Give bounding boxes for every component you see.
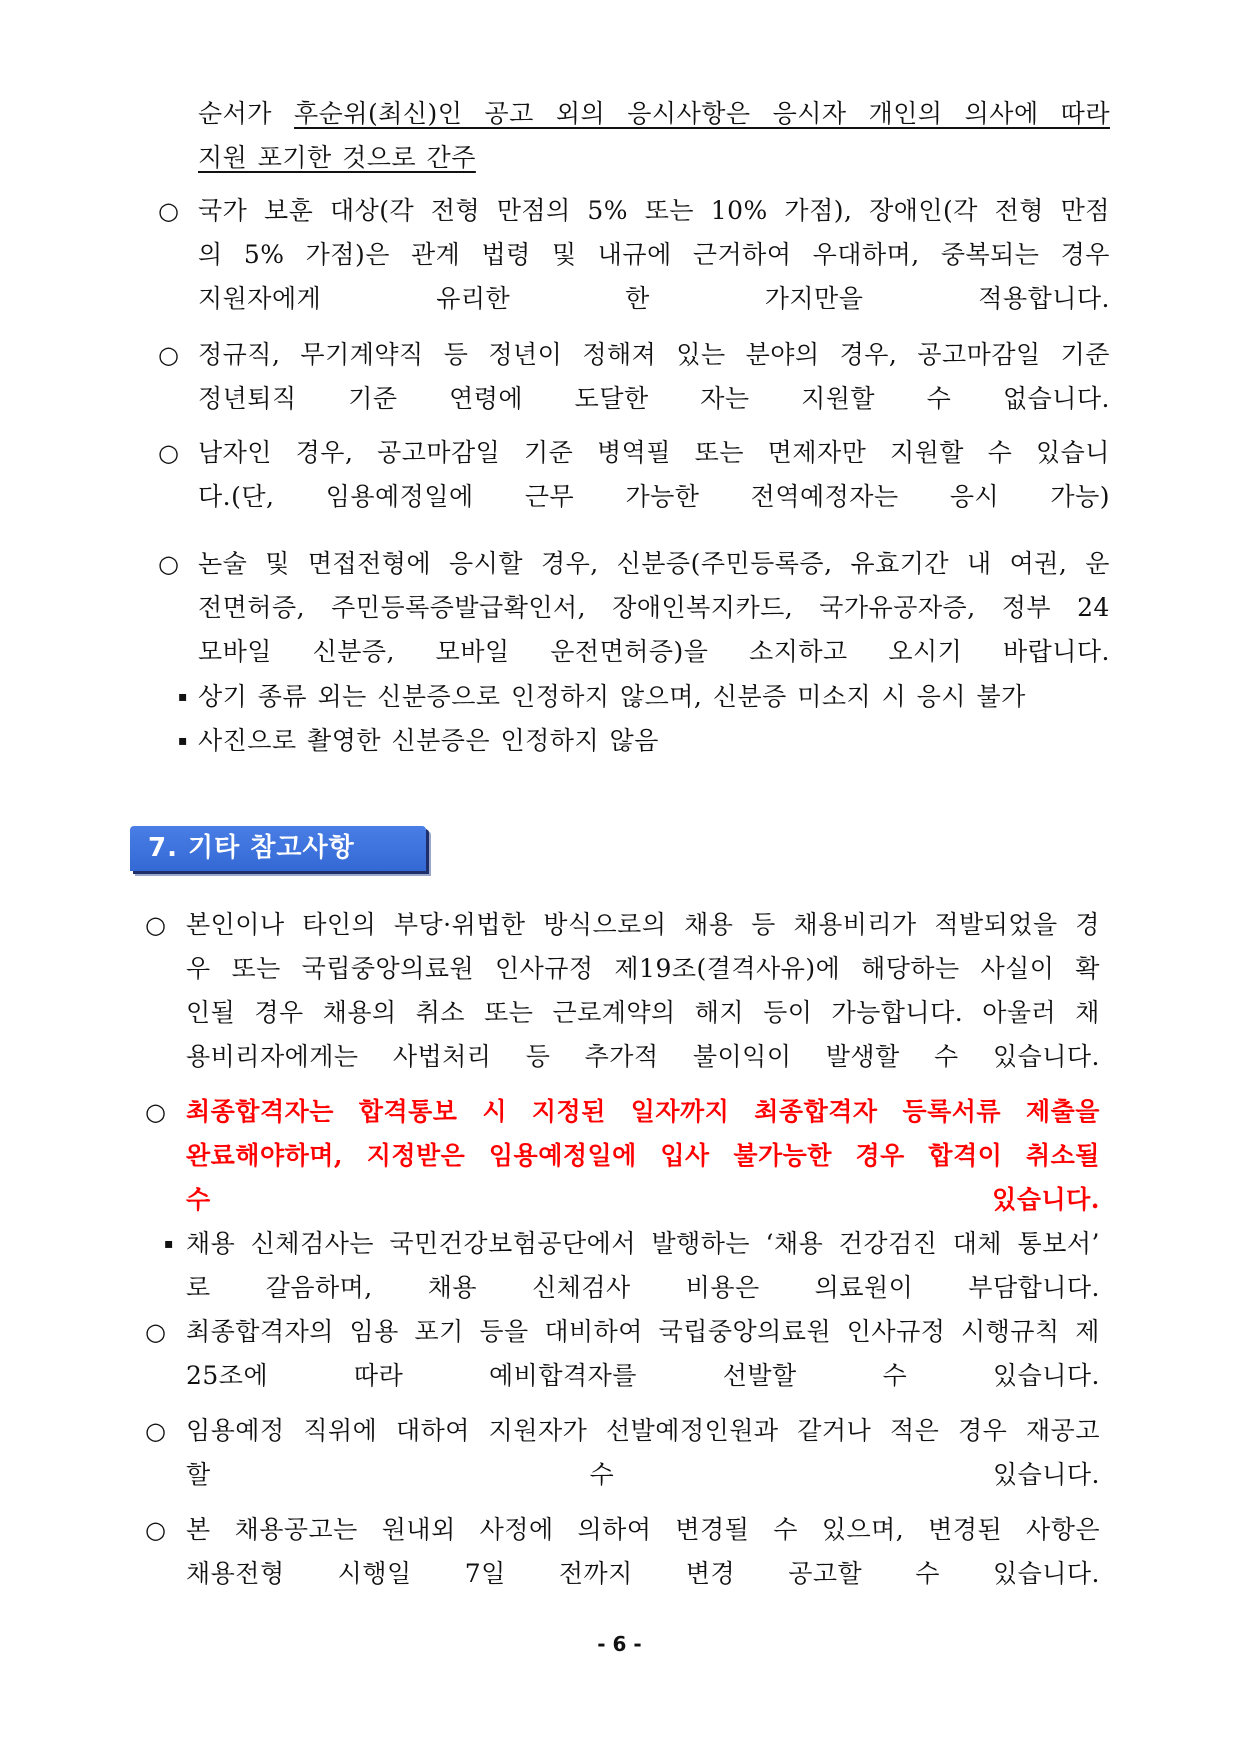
list-item-reserve-candidates bbox=[186, 1310, 1100, 1398]
list-item-line: 수 있습니다. bbox=[186, 1185, 1100, 1214]
list-item-line: 본인이나 타인의 부당·위법한 방식으로의 채용 등 채용비리가 적발되었을 경 bbox=[186, 910, 1100, 939]
circle-bullet-icon: ○ bbox=[158, 197, 179, 225]
list-item-line: 논술 및 면접전형에 응시할 경우, 신분증(주민등록증, 유효기간 내 여권, 운 bbox=[198, 549, 1110, 578]
intro-paragraph bbox=[198, 92, 1110, 136]
list-item-line: 국가 보훈 대상(각 전형 만점의 5% 또는 10% 가점), 장애인(각 전형 만점 bbox=[198, 196, 1110, 225]
list-item-line: 임용예정 직위에 대하여 지원자가 선발예정인원과 같거나 적은 경우 재공고 bbox=[186, 1416, 1100, 1445]
list-item-line: 정년퇴직 기준 연령에 도달한 자는 지원할 수 없습니다. bbox=[198, 384, 1110, 413]
list-item-re-announcement bbox=[186, 1409, 1100, 1497]
list-item-id-card bbox=[198, 542, 1110, 674]
list-item-military bbox=[198, 431, 1110, 519]
circle-bullet-icon: ○ bbox=[158, 341, 179, 369]
list-item-line: 할 수 있습니다. bbox=[186, 1460, 1100, 1489]
section-heading-text: 7. 기타 참고사항 bbox=[148, 833, 355, 863]
circle-bullet-icon: ○ bbox=[145, 1318, 166, 1346]
circle-bullet-icon: ○ bbox=[145, 911, 166, 939]
list-item-line: 의 5% 가점)은 관계 법령 및 내규에 근거하여 우대하며, 중복되는 경우 bbox=[198, 240, 1110, 269]
list-item-line: 모바일 신분증, 모바일 운전면허증)을 소지하고 오시기 바랍니다. bbox=[198, 637, 1110, 666]
section-heading bbox=[130, 826, 426, 871]
circle-bullet-icon: ○ bbox=[158, 439, 179, 467]
list-item-line: 용비리자에게는 사법처리 등 추가적 불이익이 발생할 수 있습니다. bbox=[186, 1042, 1100, 1071]
circle-bullet-icon: ○ bbox=[145, 1516, 166, 1544]
sub-item-id-restriction: 상기 종류 외는 신분증으로 인정하지 않으며, 신분증 미소지 시 응시 불가 bbox=[198, 682, 1026, 711]
list-item-line: 최종합격자는 합격통보 시 지정된 일자까지 최종합격자 등록서류 제출을 bbox=[186, 1097, 1100, 1126]
sub-item-health-check bbox=[186, 1222, 1100, 1310]
list-item-hiring-fraud bbox=[186, 903, 1100, 1079]
list-item-line: 인될 경우 채용의 취소 또는 근로계약의 해지 등이 가능합니다. 아울러 채 bbox=[186, 998, 1100, 1027]
page-number: - 6 - bbox=[597, 1632, 642, 1656]
list-item-veterans bbox=[198, 189, 1110, 321]
list-item-line: 완료해야하며, 지정받은 임용예정일에 입사 불가능한 경우 합격이 취소될 bbox=[186, 1141, 1100, 1170]
list-item-line: 25조에 따라 예비합격자를 선발할 수 있습니다. bbox=[186, 1361, 1100, 1390]
circle-bullet-icon: ○ bbox=[145, 1417, 166, 1445]
intro-underlined-text: 후순위(최신)인 공고 외의 응시사항은 응시자 개인의 의사에 따라 bbox=[294, 99, 1110, 128]
intro-paragraph-2 bbox=[198, 136, 1110, 180]
intro-underlined-text-2: 지원 포기한 것으로 간주 bbox=[198, 143, 476, 172]
square-bullet-icon: ▪ bbox=[178, 733, 188, 749]
square-bullet-icon: ▪ bbox=[178, 689, 188, 705]
circle-bullet-icon: ○ bbox=[158, 550, 179, 578]
list-item-line: 최종합격자의 임용 포기 등을 대비하여 국립중앙의료원 인사규정 시행규칙 제 bbox=[186, 1317, 1100, 1346]
intro-line-1: 순서가 후순위(최신)인 공고 외의 응시사항은 응시자 개인의 의사에 따라 bbox=[198, 99, 1110, 128]
circle-bullet-icon: ○ bbox=[145, 1098, 166, 1126]
list-item-line: 다.(단, 임용예정일에 근무 가능한 전역예정자는 응시 가능) bbox=[198, 482, 1110, 511]
list-item-retirement bbox=[198, 333, 1110, 421]
list-item-final-pass-notice bbox=[186, 1090, 1100, 1222]
list-item-notice-change bbox=[186, 1508, 1100, 1596]
square-bullet-icon: ▪ bbox=[164, 1236, 174, 1252]
sub-item-photo-id: 사진으로 촬영한 신분증은 인정하지 않음 bbox=[198, 726, 659, 755]
list-item-line: 남자인 경우, 공고마감일 기준 병역필 또는 면제자만 지원할 수 있습니 bbox=[198, 438, 1110, 467]
list-item-line: 정규직, 무기계약직 등 정년이 정해져 있는 분야의 경우, 공고마감일 기준 bbox=[198, 340, 1110, 369]
list-item-line: 본 채용공고는 원내외 사정에 의하여 변경될 수 있으며, 변경된 사항은 bbox=[186, 1515, 1100, 1544]
list-item-line: 채용전형 시행일 7일 전까지 변경 공고할 수 있습니다. bbox=[186, 1559, 1100, 1588]
list-item-line: 지원자에게 유리한 한 가지만을 적용합니다. bbox=[198, 284, 1110, 313]
list-item-line: 전면허증, 주민등록증발급확인서, 장애인복지카드, 국가유공자증, 정부 24 bbox=[198, 593, 1110, 622]
list-item-line: 채용 신체검사는 국민건강보험공단에서 발행하는 ‘채용 건강검진 대체 통보서’ bbox=[186, 1229, 1100, 1258]
list-item-line: 우 또는 국립중앙의료원 인사규정 제19조(결격사유)에 해당하는 사실이 확 bbox=[186, 954, 1100, 983]
list-item-line: 로 갈음하며, 채용 신체검사 비용은 의료원이 부담합니다. bbox=[186, 1273, 1100, 1302]
